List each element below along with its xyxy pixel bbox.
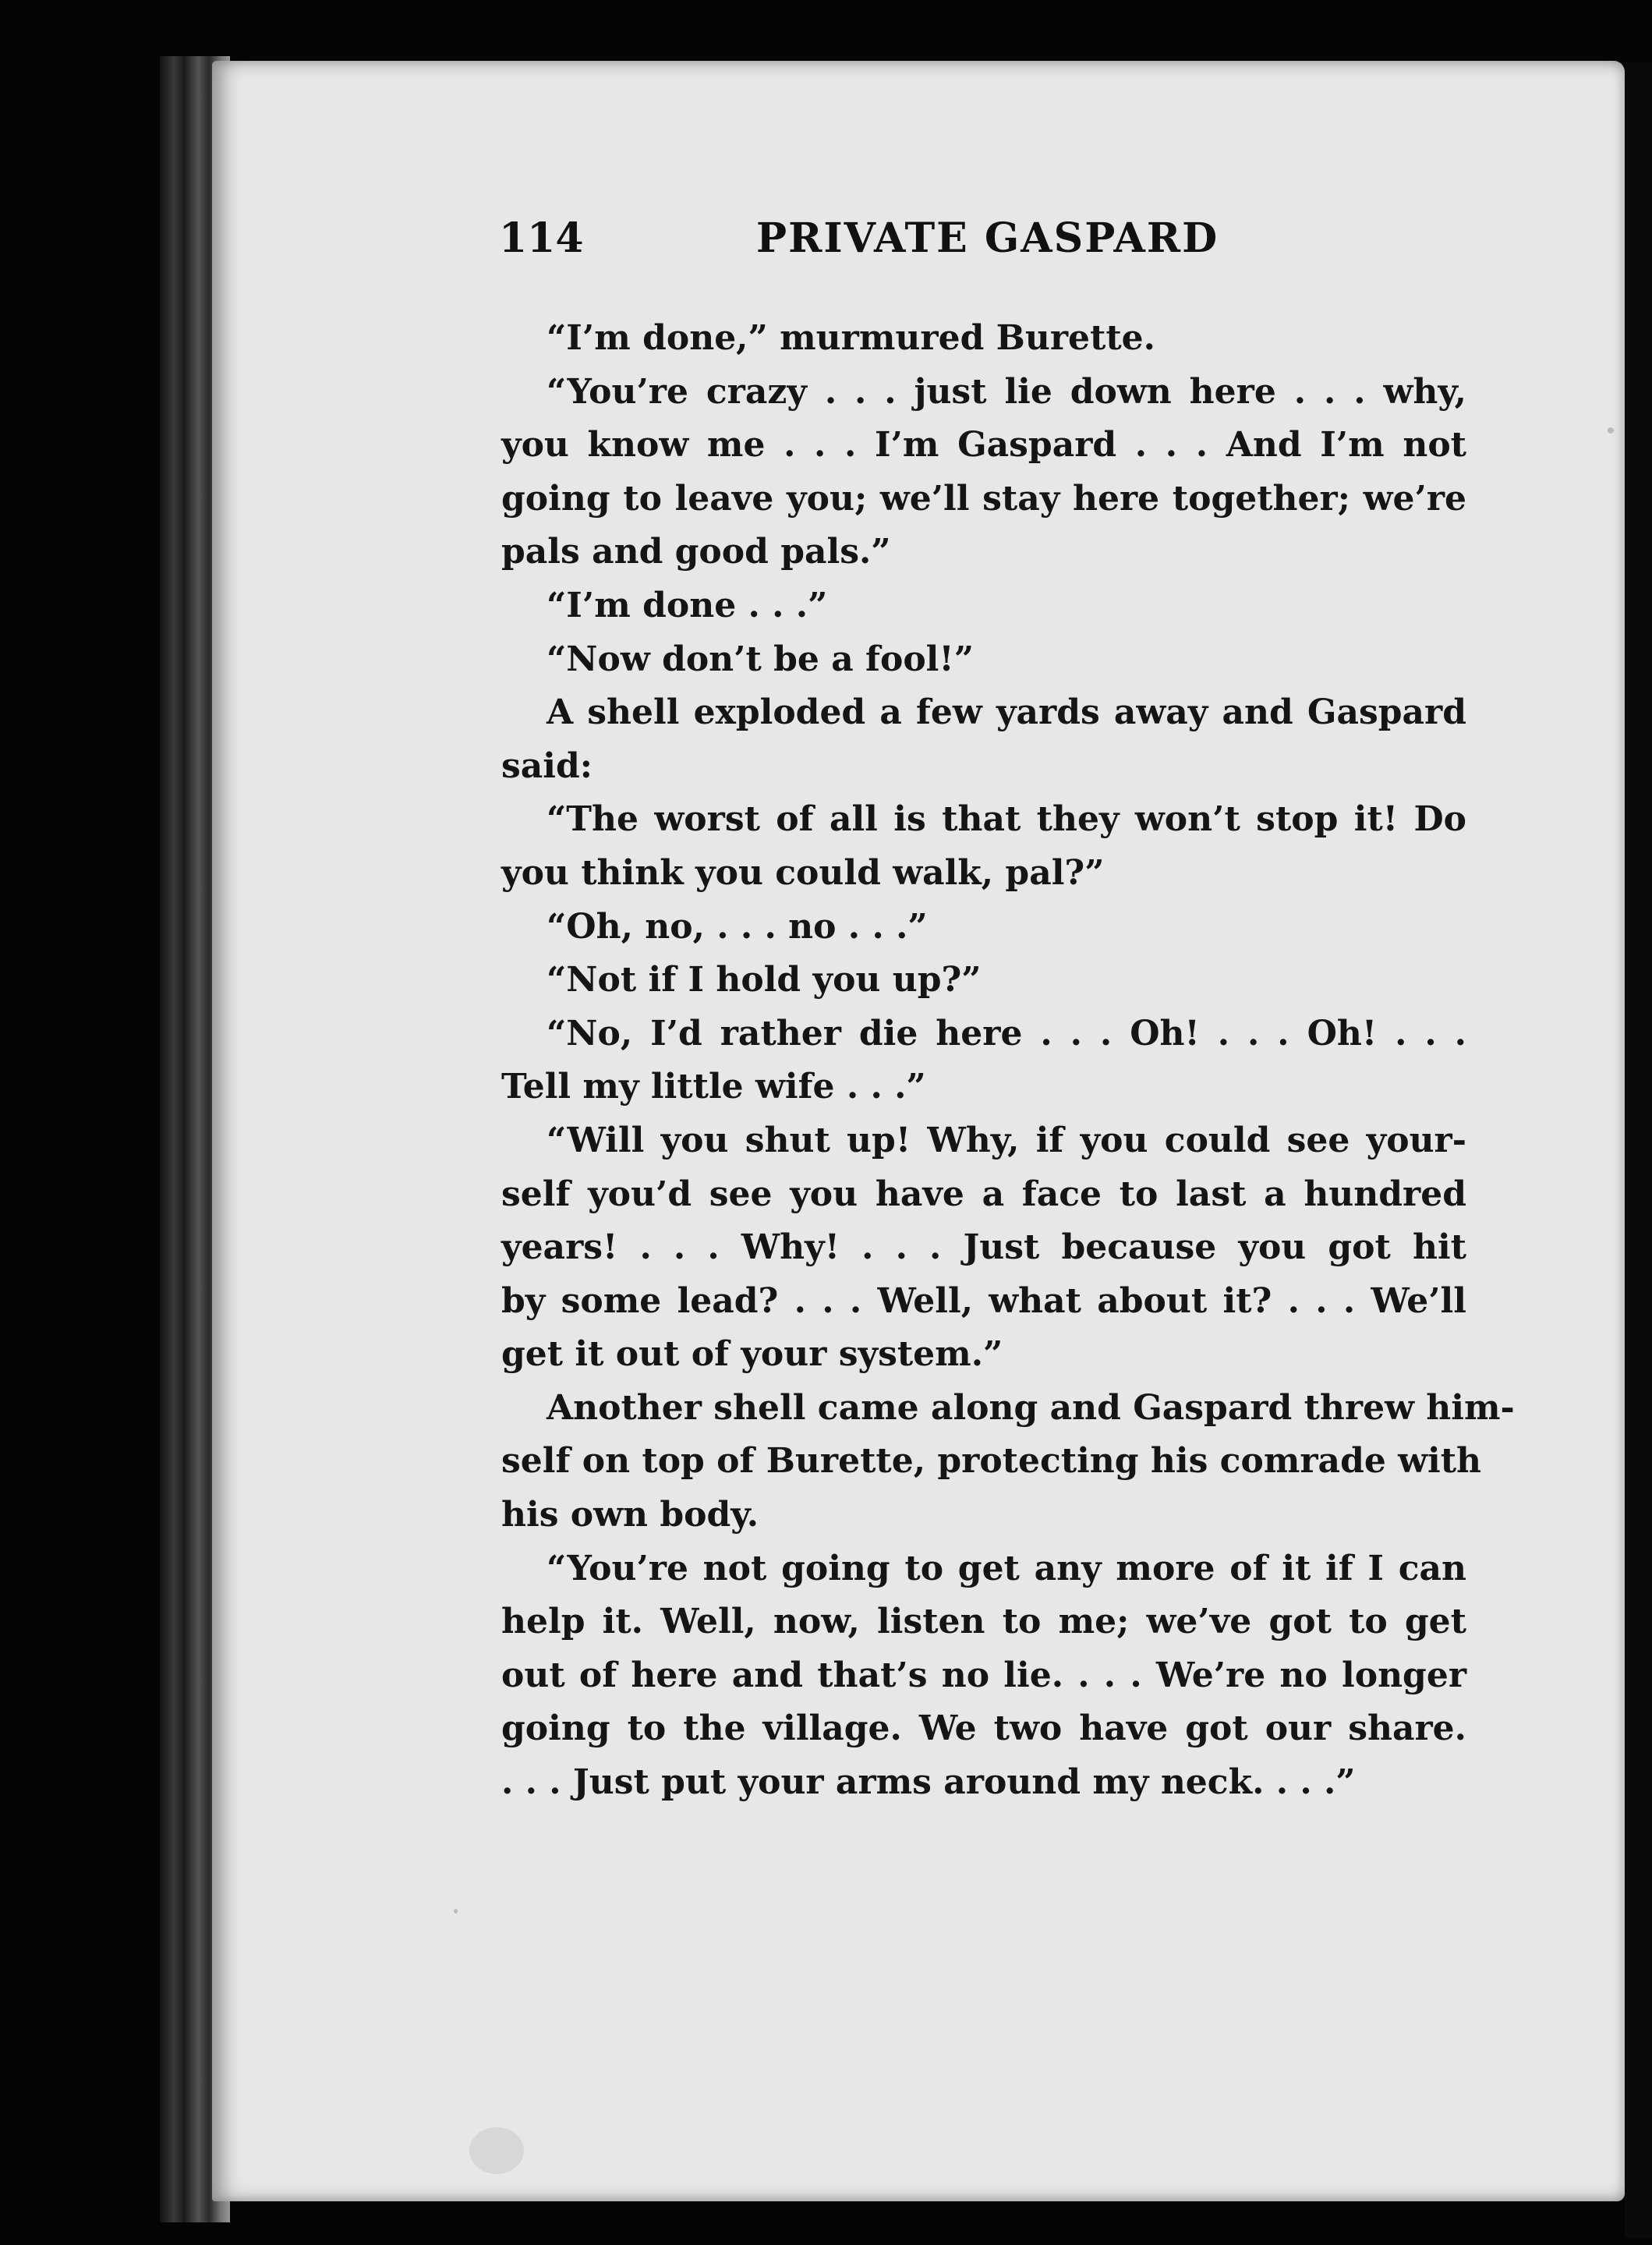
text-line: pals and good pals.”	[501, 532, 891, 572]
text-line: “No, I’d rather die here . . . Oh! . . . Oh! . . .	[547, 1013, 1466, 1053]
text-line: self you’d see you have a face to last a hundred	[501, 1174, 1466, 1214]
text-line: help it. Well, now, listen to me; we’ve got to get	[501, 1602, 1466, 1642]
text-line: . . . Just put your arms around my neck. . . .”	[501, 1762, 1356, 1803]
text-line: Another shell came along and Gaspard threw him-	[547, 1387, 1515, 1428]
paper-speck	[1608, 427, 1614, 434]
text-line: years! . . . Why! . . . Just because you got hit	[501, 1227, 1466, 1268]
text-line: “The worst of all is that they won’t stop it! Do	[547, 799, 1466, 840]
text-line: you know me . . . I’m Gaspard . . . And I’m not	[501, 425, 1466, 466]
body-text	[501, 312, 1515, 1810]
text-line: get it out of your system.”	[501, 1334, 1003, 1375]
text-line: by some lead? . . . Well, what about it? . . . We’ll	[501, 1280, 1466, 1321]
scan-right-margin	[1625, 62, 1652, 2238]
text-line: “Now don’t be a fool!”	[547, 639, 975, 679]
text-line: you think you could walk, pal?”	[501, 852, 1105, 893]
text-line: “Will you shut up! Why, if you could see your-	[547, 1120, 1466, 1160]
page-number: 114	[499, 214, 584, 262]
paper-smudge	[469, 2127, 524, 2174]
text-line: self on top of Burette, protecting his comrade with	[501, 1441, 1482, 1482]
text-line: A shell exploded a few yards away and Gaspard	[547, 692, 1466, 733]
text-line: “Not if I hold you up?”	[547, 960, 982, 1000]
text-line: “I’m done,” murmured Burette.	[547, 318, 1155, 358]
text-line: said:	[501, 745, 593, 786]
running-header	[499, 214, 1473, 277]
text-line: “I’m done . . .”	[547, 585, 828, 625]
paper-speck	[454, 1909, 458, 1914]
text-line: “You’re crazy . . . just lie down here . . . why,	[547, 371, 1466, 412]
text-line: Tell my little wife . . .”	[501, 1067, 926, 1107]
text-line: going to the village. We two have got our share.	[501, 1709, 1466, 1749]
text-line: “You’re not going to get any more of it if I can	[547, 1548, 1466, 1588]
text-line: “Oh, no, . . . no . . .”	[547, 906, 928, 947]
text-line: out of here and that’s no lie. . . . We’re no longer	[501, 1655, 1466, 1695]
text-line: going to leave you; we’ll stay here together; we’re	[501, 478, 1466, 519]
running-title: PRIVATE GASPARD	[756, 214, 1219, 262]
text-line: his own body.	[501, 1495, 759, 1535]
